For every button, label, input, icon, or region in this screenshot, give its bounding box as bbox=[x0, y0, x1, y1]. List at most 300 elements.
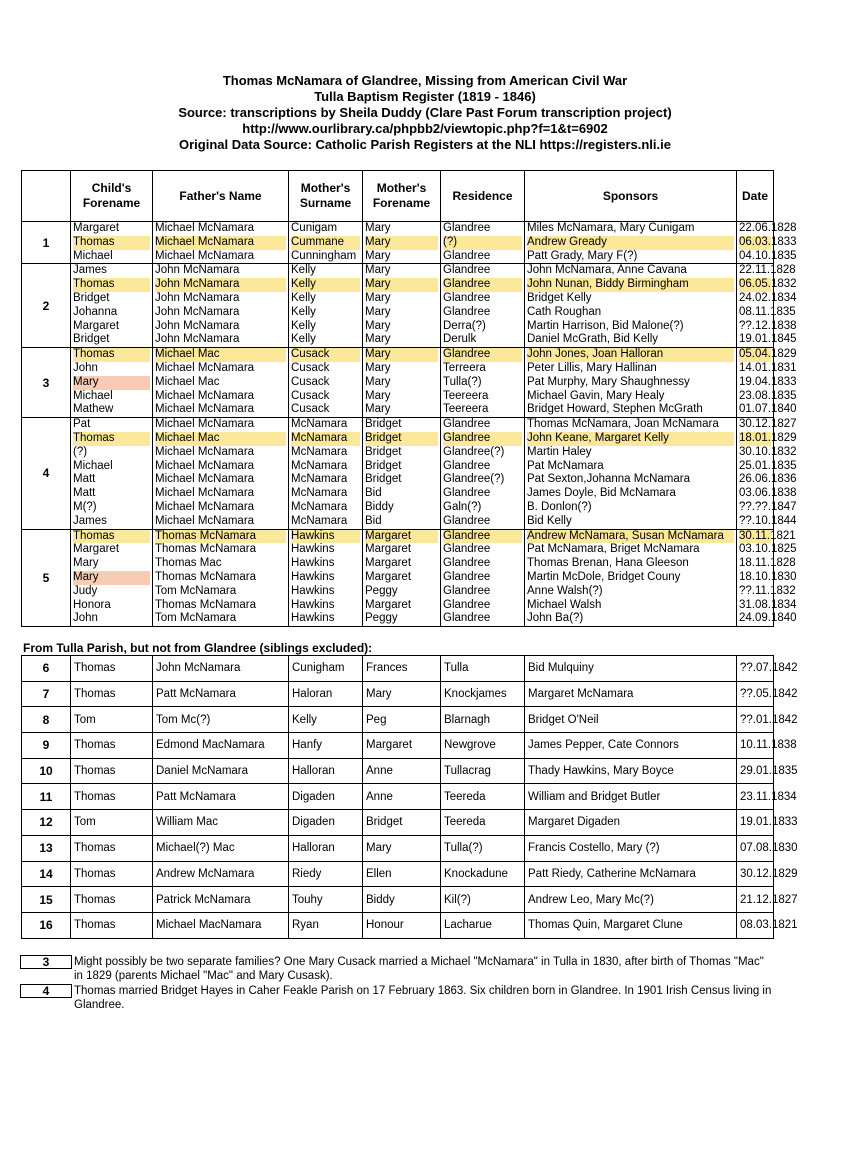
entry-date: 31.08.1834 bbox=[739, 598, 797, 611]
entry-father-name: Michael Mac bbox=[155, 348, 286, 362]
entry-mother-forename: Mary bbox=[365, 361, 391, 374]
cell-child-forename: Thomas bbox=[71, 656, 153, 682]
entry-residence: Glandree bbox=[443, 612, 491, 625]
entry-child-forename bbox=[73, 376, 150, 390]
entry-date: 30.10.1832 bbox=[739, 445, 797, 458]
entry-sponsors: Andrew McNamara, Susan McNamara bbox=[527, 530, 734, 544]
family-number: 3 bbox=[22, 348, 71, 418]
entry-date: 18.01.1829 bbox=[739, 431, 797, 444]
cell-child-forename bbox=[71, 264, 153, 348]
entry-sponsors: Thomas Brenan, Hana Gleeson bbox=[527, 557, 689, 570]
entry-residence: Glandree bbox=[443, 291, 491, 304]
entry-residence: (?) bbox=[443, 236, 522, 250]
entry-child-forename: Honora bbox=[73, 598, 111, 611]
cell-sponsors: Andrew Leo, Mary Mc(?) bbox=[525, 887, 737, 913]
entry-father-name: Thomas McNamara bbox=[155, 530, 286, 544]
entry-child-forename: Thomas bbox=[73, 432, 150, 446]
family-number: 5 bbox=[22, 529, 71, 627]
glandree-baptism-table bbox=[21, 170, 797, 627]
cell-father-name bbox=[153, 222, 289, 264]
entry-residence: Glandree bbox=[443, 305, 491, 318]
entry-date: 03.10.1825 bbox=[739, 543, 797, 556]
entry-child-forename: Pat bbox=[73, 418, 91, 431]
col-header-mother-surname: Mother's Surname bbox=[289, 171, 363, 222]
entry-mother-forename: Mary bbox=[365, 348, 438, 362]
entry-date: 25.01.1835 bbox=[739, 459, 797, 472]
entry-child-forename: Judy bbox=[73, 584, 98, 597]
entry-mother-surname: Kelly bbox=[291, 291, 316, 304]
cell-mother-surname: Halloran bbox=[289, 835, 363, 861]
entry-child-forename: Thomas bbox=[73, 530, 150, 544]
cell-residence bbox=[441, 418, 525, 529]
cell-child-forename: Thomas bbox=[71, 835, 153, 861]
entry-sponsors: Daniel McGrath, Bid Kelly bbox=[527, 333, 659, 346]
entry-mother-forename: Margaret bbox=[365, 530, 438, 544]
entry-child-forename: (?) bbox=[73, 445, 88, 458]
cell-date: ??.07.1842 bbox=[737, 656, 774, 682]
cell-residence: Blarnagh bbox=[441, 707, 525, 733]
entry-child-forename: Michael bbox=[73, 249, 113, 262]
entry-sponsors: John Nunan, Biddy Birmingham bbox=[527, 278, 734, 292]
col-header-child-forename: Child's Forename bbox=[71, 171, 153, 222]
cell-father-name: Daniel McNamara bbox=[153, 758, 289, 784]
entry-child-forename: James bbox=[73, 514, 107, 527]
cell-sponsors: Thomas Quin, Margaret Clune bbox=[525, 912, 737, 938]
entry-father-name: John McNamara bbox=[155, 333, 240, 346]
cell-child-forename: Thomas bbox=[71, 733, 153, 759]
entry-father-name: Michael McNamara bbox=[155, 222, 255, 234]
entry-residence: Glandree bbox=[443, 530, 522, 544]
cell-mother-surname: Digaden bbox=[289, 784, 363, 810]
cell-father-name: Patt McNamara bbox=[153, 681, 289, 707]
entry-mother-surname: Hawkins bbox=[291, 557, 335, 570]
entry-mother-forename: Peggy bbox=[365, 584, 398, 597]
subtitle-line: Tulla Baptism Register (1819 - 1846) bbox=[314, 89, 536, 104]
table-row bbox=[22, 861, 774, 887]
entry-mother-forename: Bridget bbox=[365, 418, 402, 431]
cell-residence: Tullacrag bbox=[441, 758, 525, 784]
entry-father-name: John McNamara bbox=[155, 305, 240, 318]
entry-mother-surname: Kelly bbox=[291, 319, 316, 332]
entry-sponsors: Bid Kelly bbox=[527, 514, 572, 527]
entry-mother-forename: Margaret bbox=[365, 570, 412, 583]
entry-date: ??.??.1847 bbox=[739, 500, 797, 513]
entry-child-forename: Mary bbox=[73, 557, 99, 570]
entry-sponsors: Miles McNamara, Mary Cunigam bbox=[527, 222, 695, 234]
entry-sponsors: James Doyle, Bid McNamara bbox=[527, 487, 676, 500]
entry-residence: Glandree bbox=[443, 543, 491, 556]
entry-residence: Teereera bbox=[443, 389, 489, 402]
entry-father-name: Michael McNamara bbox=[155, 249, 255, 262]
cell-mother-forename bbox=[363, 264, 441, 348]
entry-sponsors: Bridget Kelly bbox=[527, 291, 592, 304]
entry-mother-forename: Bridget bbox=[365, 445, 402, 458]
cell-date: 23.11.1834 bbox=[737, 784, 774, 810]
document-header bbox=[0, 73, 850, 153]
entry-father-name: Thomas Mac bbox=[155, 557, 222, 570]
entry-date: 04.10.1835 bbox=[739, 249, 797, 262]
entry-sponsors: Andrew Gready bbox=[527, 236, 734, 250]
cell-sponsors: Bid Mulquiny bbox=[525, 656, 737, 682]
note-number: 4 bbox=[20, 984, 72, 998]
cell-date: ??.01.1842 bbox=[737, 707, 774, 733]
entry-date: 06.03.1833 bbox=[739, 235, 797, 248]
entry-mother-forename: Bid bbox=[365, 514, 382, 527]
family-group-row bbox=[22, 418, 774, 529]
highlighted-name: Mary bbox=[73, 571, 150, 585]
family-group-row bbox=[22, 222, 774, 264]
cell-mother-forename: Anne bbox=[363, 784, 441, 810]
cell-date: 10.11.1838 bbox=[737, 733, 774, 759]
entry-mother-surname: Hawkins bbox=[291, 530, 360, 544]
cell-residence: Teereda bbox=[441, 784, 525, 810]
entry-mother-forename: Mary bbox=[365, 305, 391, 318]
entry-residence: Glandree bbox=[443, 584, 491, 597]
entry-number: 13 bbox=[22, 835, 71, 861]
cell-date bbox=[737, 418, 797, 529]
entry-sponsors: John Keane, Margaret Kelly bbox=[527, 432, 734, 446]
cell-child-forename bbox=[71, 348, 153, 418]
cell-mother-forename bbox=[363, 529, 441, 627]
other-tulla-baptisms-table bbox=[21, 655, 798, 939]
entry-mother-surname: McNamara bbox=[291, 473, 348, 486]
table-row bbox=[22, 912, 774, 938]
table-row bbox=[22, 681, 774, 707]
cell-date bbox=[737, 222, 797, 264]
col-header-sponsors: Sponsors bbox=[525, 171, 737, 222]
cell-child-forename: Tom bbox=[71, 707, 153, 733]
entry-residence: Glandree bbox=[443, 514, 491, 527]
entry-residence: Tulla(?) bbox=[443, 375, 482, 388]
entry-sponsors: John McNamara, Anne Cavana bbox=[527, 264, 687, 277]
note-text: Thomas married Bridget Hayes in Caher Feakle Parish on 17 February 1863. Six children born in Glandree. In 1901 Irish Census living in Glandree. bbox=[74, 985, 772, 1011]
col-header-residence: Residence bbox=[441, 171, 525, 222]
entry-mother-surname: Cusack bbox=[291, 375, 330, 388]
cell-child-forename: Thomas bbox=[71, 887, 153, 913]
entry-mother-forename: Mary bbox=[365, 249, 391, 262]
entry-residence: Glandree bbox=[443, 570, 491, 583]
data-source-line: Original Data Source: Catholic Parish Registers at the NLI https://registers.nli.ie bbox=[179, 137, 671, 152]
entry-mother-surname: Cunigam bbox=[291, 222, 338, 234]
entry-mother-surname: McNamara bbox=[291, 500, 348, 513]
cell-mother-forename bbox=[363, 348, 441, 418]
entry-sponsors: Michael Walsh bbox=[527, 598, 602, 611]
entry-sponsors: Peter Lillis, Mary Hallinan bbox=[527, 361, 657, 374]
entry-father-name: Thomas McNamara bbox=[155, 570, 256, 583]
entry-residence: Glandree bbox=[443, 222, 491, 234]
entry-mother-surname: Kelly bbox=[291, 333, 316, 346]
entry-mother-surname: McNamara bbox=[291, 432, 360, 446]
cell-date: 07.08.1830 bbox=[737, 835, 774, 861]
cell-father-name bbox=[153, 348, 289, 418]
cell-mother-forename: Bridget bbox=[363, 810, 441, 836]
entry-mother-surname: Kelly bbox=[291, 264, 316, 277]
entry-residence: Glandree bbox=[443, 249, 491, 262]
entry-father-name: Michael McNamara bbox=[155, 445, 255, 458]
table-row bbox=[22, 733, 774, 759]
entry-mother-surname: Cusack bbox=[291, 403, 330, 416]
cell-mother-forename: Mary bbox=[363, 681, 441, 707]
cell-father-name: Patrick McNamara bbox=[153, 887, 289, 913]
cell-sponsors bbox=[525, 418, 737, 529]
entry-father-name: John McNamara bbox=[155, 264, 240, 277]
cell-sponsors bbox=[525, 348, 737, 418]
entry-father-name: Thomas McNamara bbox=[155, 543, 256, 556]
cell-date: 08.03.1821 bbox=[737, 912, 774, 938]
entry-sponsors: Michael Gavin, Mary Healy bbox=[527, 389, 665, 402]
entry-father-name: Michael McNamara bbox=[155, 500, 255, 513]
cell-mother-forename: Ellen bbox=[363, 861, 441, 887]
entry-child-forename: Margaret bbox=[73, 319, 120, 332]
entry-number: 16 bbox=[22, 912, 71, 938]
table-row bbox=[22, 810, 774, 836]
cell-child-forename bbox=[71, 418, 153, 529]
entry-residence: Glandree bbox=[443, 278, 522, 292]
cell-father-name: Michael(?) Mac bbox=[153, 835, 289, 861]
family-group-row bbox=[22, 348, 774, 418]
entry-mother-surname: Cusack bbox=[291, 348, 360, 362]
cell-mother-forename: Mary bbox=[363, 835, 441, 861]
entry-sponsors: Cath Roughan bbox=[527, 305, 602, 318]
entry-father-name: Michael McNamara bbox=[155, 473, 255, 486]
entry-date: 03.06.1838 bbox=[739, 487, 797, 500]
entry-father-name: Thomas McNamara bbox=[155, 598, 256, 611]
cell-father-name bbox=[153, 418, 289, 529]
cell-residence: Teereda bbox=[441, 810, 525, 836]
entry-mother-forename: Mary bbox=[365, 403, 391, 416]
entry-number: 15 bbox=[22, 887, 71, 913]
entry-residence: Derra(?) bbox=[443, 319, 486, 332]
entry-father-name: John McNamara bbox=[155, 319, 240, 332]
cell-mother-surname: Cunigham bbox=[289, 656, 363, 682]
entry-mother-forename: Bridget bbox=[365, 473, 402, 486]
entry-date: 05.04.1829 bbox=[739, 348, 797, 361]
table-row bbox=[22, 656, 774, 682]
cell-sponsors: Margaret Digaden bbox=[525, 810, 737, 836]
entry-child-forename: Bridget bbox=[73, 333, 110, 346]
entry-sponsors: Martin Haley bbox=[527, 445, 592, 458]
entry-date: 30.11.1821 bbox=[739, 529, 796, 542]
entry-child-forename: John bbox=[73, 612, 98, 625]
entry-mother-forename: Bid bbox=[365, 487, 382, 500]
family-number: 1 bbox=[22, 222, 71, 264]
entry-father-name: Tom McNamara bbox=[155, 612, 237, 625]
cell-date bbox=[737, 264, 797, 348]
entry-child-forename: Mathew bbox=[73, 403, 114, 416]
entry-date: 19.04.1833 bbox=[739, 375, 797, 388]
table-row bbox=[22, 707, 774, 733]
entry-date: 01.07.1840 bbox=[739, 403, 797, 416]
cell-mother-surname: Touhy bbox=[289, 887, 363, 913]
cell-sponsors: Bridget O'Neil bbox=[525, 707, 737, 733]
cell-residence: Knockadune bbox=[441, 861, 525, 887]
source-line: Source: transcriptions by Sheila Duddy (Clare Past Forum transcription project) bbox=[178, 105, 672, 120]
table-row bbox=[22, 835, 774, 861]
entry-sponsors: John Jones, Joan Halloran bbox=[527, 348, 734, 362]
entry-date: ??.10.1844 bbox=[739, 514, 797, 527]
entry-father-name: John McNamara bbox=[155, 291, 240, 304]
cell-father-name bbox=[153, 264, 289, 348]
family-number: 4 bbox=[22, 418, 71, 529]
cell-child-forename: Tom bbox=[71, 810, 153, 836]
cell-mother-surname: Kelly bbox=[289, 707, 363, 733]
entry-residence: Galn(?) bbox=[443, 500, 482, 513]
cell-father-name: Edmond MacNamara bbox=[153, 733, 289, 759]
entry-mother-surname: Hawkins bbox=[291, 543, 335, 556]
entry-child-forename: Michael bbox=[73, 389, 113, 402]
entry-date: 08.11.1835 bbox=[739, 305, 796, 318]
cell-date: 19.01.1833 bbox=[737, 810, 774, 836]
entry-child-forename: John bbox=[73, 361, 98, 374]
cell-sponsors: William and Bridget Butler bbox=[525, 784, 737, 810]
cell-father-name: William Mac bbox=[153, 810, 289, 836]
table-row bbox=[22, 887, 774, 913]
col-header-date: Date bbox=[737, 171, 774, 222]
col-header-father: Father's Name bbox=[153, 171, 289, 222]
entry-child-forename: Michael bbox=[73, 459, 113, 472]
cell-residence: Knockjames bbox=[441, 681, 525, 707]
entry-father-name: John McNamara bbox=[155, 278, 286, 292]
cell-child-forename: Thomas bbox=[71, 758, 153, 784]
entry-sponsors: Patt Grady, Mary F(?) bbox=[527, 249, 638, 262]
cell-mother-forename bbox=[363, 418, 441, 529]
cell-father-name bbox=[153, 529, 289, 627]
entry-mother-forename: Mary bbox=[365, 236, 438, 250]
entry-residence: Glandree(?) bbox=[443, 445, 505, 458]
cell-mother-surname bbox=[289, 348, 363, 418]
cell-mother-surname: Hanfy bbox=[289, 733, 363, 759]
entry-child-forename: Margaret bbox=[73, 543, 120, 556]
entry-mother-surname: McNamara bbox=[291, 459, 348, 472]
cell-mother-forename: Frances bbox=[363, 656, 441, 682]
cell-date: 30.12.1829 bbox=[737, 861, 774, 887]
cell-mother-forename: Anne bbox=[363, 758, 441, 784]
entry-sponsors: Bridget Howard, Stephen McGrath bbox=[527, 403, 703, 416]
entry-sponsors: Pat McNamara bbox=[527, 459, 604, 472]
cell-mother-surname: Digaden bbox=[289, 810, 363, 836]
table-header-row bbox=[22, 171, 774, 222]
entry-child-forename: Bridget bbox=[73, 291, 110, 304]
entry-mother-forename: Mary bbox=[365, 375, 391, 388]
entry-date: ??.11.1832 bbox=[739, 584, 796, 597]
family-group-row bbox=[22, 529, 774, 627]
entry-child-forename: Margaret bbox=[73, 222, 120, 234]
entry-residence: Glandree(?) bbox=[443, 473, 505, 486]
entry-child-forename: Thomas bbox=[73, 236, 150, 250]
table-row bbox=[22, 758, 774, 784]
entry-date: 18.10.1830 bbox=[739, 570, 797, 583]
entry-number: 6 bbox=[22, 656, 71, 682]
cell-father-name: Tom Mc(?) bbox=[153, 707, 289, 733]
entry-mother-surname: Cusack bbox=[291, 361, 330, 374]
entry-mother-surname: Kelly bbox=[291, 305, 316, 318]
entry-child-forename: Matt bbox=[73, 473, 96, 486]
entry-sponsors: Martin McDole, Bridget Couny bbox=[527, 570, 681, 583]
entry-mother-forename: Mary bbox=[365, 389, 391, 402]
entry-child-forename: Matt bbox=[73, 487, 96, 500]
entry-child-forename: James bbox=[73, 264, 107, 277]
entry-mother-surname: McNamara bbox=[291, 445, 348, 458]
cell-mother-surname: Haloran bbox=[289, 681, 363, 707]
entry-mother-forename: Mary bbox=[365, 319, 391, 332]
entry-father-name: Michael McNamara bbox=[155, 361, 255, 374]
entry-mother-surname: McNamara bbox=[291, 487, 348, 500]
cell-child-forename bbox=[71, 222, 153, 264]
entry-mother-surname: Hawkins bbox=[291, 584, 335, 597]
cell-father-name: Patt McNamara bbox=[153, 784, 289, 810]
entry-child-forename: Thomas bbox=[73, 348, 150, 362]
entry-sponsors: Anne Walsh(?) bbox=[527, 584, 603, 597]
entry-date: 22.11.1828 bbox=[739, 264, 796, 277]
cell-father-name: Michael MacNamara bbox=[153, 912, 289, 938]
entry-residence: Teereera bbox=[443, 403, 489, 416]
entry-date: 22.06.1828 bbox=[739, 222, 797, 234]
entry-number: 11 bbox=[22, 784, 71, 810]
entry-residence: Glandree bbox=[443, 264, 491, 277]
entry-date: ??.12.1838 bbox=[739, 319, 797, 332]
entry-sponsors: B. Donlon(?) bbox=[527, 500, 592, 513]
entry-mother-surname: McNamara bbox=[291, 418, 348, 431]
cell-residence bbox=[441, 264, 525, 348]
cell-sponsors bbox=[525, 264, 737, 348]
cell-residence: Tulla bbox=[441, 656, 525, 682]
entry-sponsors: John Ba(?) bbox=[527, 612, 584, 625]
entry-mother-forename: Mary bbox=[365, 333, 391, 346]
family-group-row bbox=[22, 264, 774, 348]
cell-mother-forename bbox=[363, 222, 441, 264]
entry-mother-surname: Hawkins bbox=[291, 598, 335, 611]
cell-mother-surname bbox=[289, 418, 363, 529]
entry-child-forename: Johanna bbox=[73, 305, 118, 318]
entry-residence: Glandree bbox=[443, 487, 491, 500]
cell-residence: Newgrove bbox=[441, 733, 525, 759]
cell-sponsors bbox=[525, 529, 737, 627]
entry-number: 14 bbox=[22, 861, 71, 887]
cell-residence: Lacharue bbox=[441, 912, 525, 938]
cell-date: 21.12.1827 bbox=[737, 887, 774, 913]
cell-sponsors: James Pepper, Cate Connors bbox=[525, 733, 737, 759]
entry-date: 19.01.1845 bbox=[739, 333, 797, 346]
cell-mother-forename: Honour bbox=[363, 912, 441, 938]
entry-mother-forename: Mary bbox=[365, 222, 391, 234]
entry-father-name: Michael McNamara bbox=[155, 487, 255, 500]
highlighted-name: Mary bbox=[73, 376, 150, 390]
entry-mother-forename: Margaret bbox=[365, 598, 412, 611]
entry-residence: Glandree bbox=[443, 418, 491, 431]
cell-residence: Tulla(?) bbox=[441, 835, 525, 861]
entry-mother-surname: Hawkins bbox=[291, 612, 335, 625]
cell-residence bbox=[441, 348, 525, 418]
entry-child-forename bbox=[73, 571, 150, 585]
cell-mother-forename: Biddy bbox=[363, 887, 441, 913]
cell-mother-surname bbox=[289, 222, 363, 264]
entry-mother-surname: Cunningham bbox=[291, 249, 357, 262]
entry-father-name: Michael McNamara bbox=[155, 459, 255, 472]
entry-mother-surname: Cummane bbox=[291, 236, 360, 250]
entry-number: 10 bbox=[22, 758, 71, 784]
entry-date: 14.01.1831 bbox=[739, 361, 797, 374]
cell-date: 29.01.1835 bbox=[737, 758, 774, 784]
entry-number: 12 bbox=[22, 810, 71, 836]
entry-mother-forename: Mary bbox=[365, 264, 391, 277]
col-header-mother-forename: Mother's Forename bbox=[363, 171, 441, 222]
cell-mother-surname: Riedy bbox=[289, 861, 363, 887]
entry-child-forename: M(?) bbox=[73, 500, 97, 513]
cell-mother-surname: Ryan bbox=[289, 912, 363, 938]
entry-mother-surname: Hawkins bbox=[291, 570, 335, 583]
entry-residence: Glandree bbox=[443, 557, 491, 570]
entry-father-name: Michael Mac bbox=[155, 375, 220, 388]
